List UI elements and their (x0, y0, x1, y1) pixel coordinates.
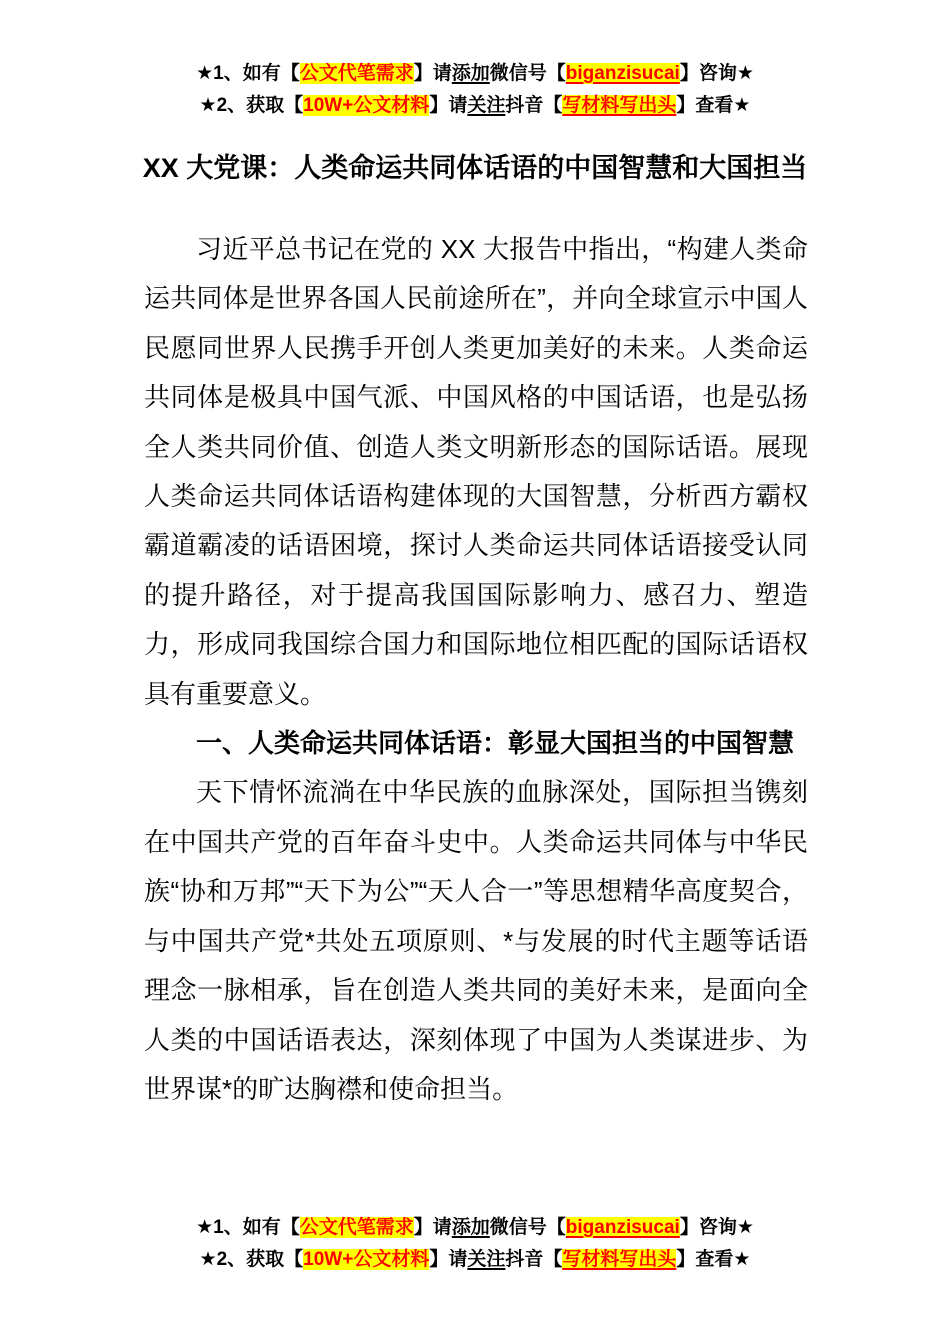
promo-text: 微信号【 (489, 63, 566, 84)
promo-text: 】请 (429, 95, 468, 116)
promo-highlight-materials: 10W+公文材料 (303, 95, 430, 116)
header-promo-line-2 (0, 90, 950, 122)
paragraph-2: 天下情怀流淌在中华民族的血脉深处，国际担当镌刻在中国共产党的百年奋斗史中。人类命运共同体与中华民族“协和万邦”“天下为公”“天人合一”等思想精华高度契合，与中国共产党*共处五项原则、*与发展的时代主题等话语理念一脉相承，旨在创造人类共同的美好未来，是面向全人类的中国话语表达，深刻体现了中国为人类谋进步、为世界谋*的旷达胸襟和使命担当。 (144, 777, 808, 1104)
promo-text: 】查看★ (676, 1249, 751, 1270)
paragraph-1: 习近平总书记在党的 XX 大报告中指出，“构建人类命运共同体是世界各国人民前途所在”，并向全球宣示中国人民愿同世界人民携手开创人类更加美好的未来。人类命运共同体是极具中国气派、中国风格的中国话语，也是弘扬全人类共同价值、创造人类文明新形态的国际话语。展现人类命运共同体话语构建体现的大国智慧，分析西方霸权霸道霸凌的话语困境，探讨人类命运共同体话语接受认同的提升路径，对于提高我国国际影响力、感召力、塑造力，形成同我国综合国力和国际地位相匹配的国际话语权具有重要意义。 (144, 234, 808, 709)
promo-wechat-id: biganzisucai (565, 1217, 680, 1238)
promo-text: 】咨询★ (679, 63, 754, 84)
section-heading-1: 一、人类命运共同体话语：彰显大国担当的中国智慧 (196, 728, 795, 759)
promo-text: 】请 (413, 1217, 452, 1238)
promo-highlight-service: 公文代笔需求 (299, 63, 414, 84)
promo-text: 微信号【 (489, 1217, 566, 1238)
promo-highlight-materials: 10W+公文材料 (303, 1249, 430, 1270)
document-title: XX 大党课：人类命运共同体话语的中国智慧和大国担当 (142, 153, 808, 183)
promo-text: 抖音【 (505, 95, 563, 116)
promo-underline-follow: 关注 (467, 1249, 506, 1270)
promo-text: 】请 (429, 1249, 468, 1270)
promo-text: ★2、获取【 (199, 1249, 304, 1270)
promo-text: 】请 (413, 63, 452, 84)
promo-douyin-id: 写材料写出头 (562, 1249, 677, 1270)
promo-text: ★1、如有【 (196, 63, 300, 84)
promo-underline-follow: 关注 (467, 95, 506, 116)
promo-underline-add: 添加 (451, 1217, 490, 1238)
footer-promo (0, 1212, 950, 1276)
promo-highlight-service: 公文代笔需求 (299, 1217, 414, 1238)
promo-text: 抖音【 (505, 1249, 563, 1270)
header-promo (0, 58, 950, 122)
document-body (144, 225, 808, 1114)
promo-underline-add: 添加 (451, 63, 490, 84)
header-promo-line-1 (0, 58, 950, 90)
promo-text: ★1、如有【 (196, 1217, 300, 1238)
promo-wechat-id: biganzisucai (565, 63, 680, 84)
promo-douyin-id: 写材料写出头 (562, 95, 677, 116)
promo-text: 】查看★ (676, 95, 751, 116)
promo-text: ★2、获取【 (199, 95, 304, 116)
promo-text: 】咨询★ (679, 1217, 754, 1238)
footer-promo-line-1 (0, 1212, 950, 1244)
footer-promo-line-2 (0, 1244, 950, 1276)
